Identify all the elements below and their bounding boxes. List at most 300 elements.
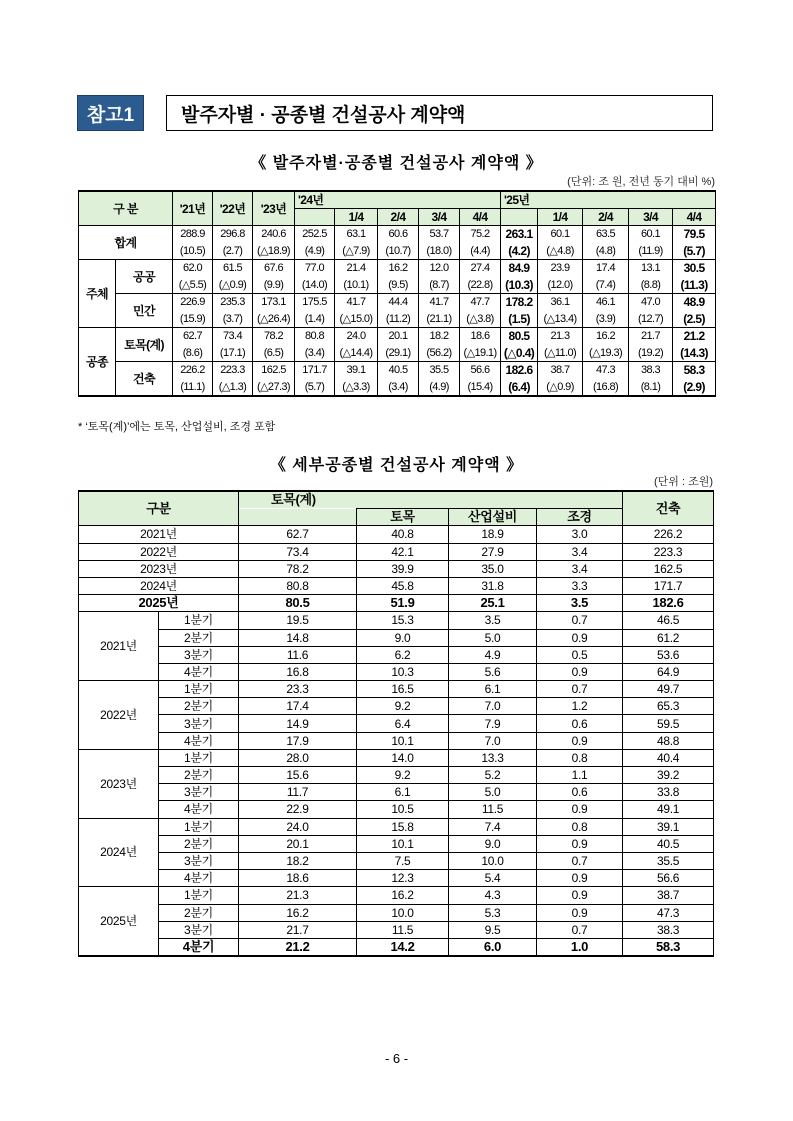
value-cell: 62.7 xyxy=(173,328,213,345)
pct-cell: (3.7) xyxy=(213,310,253,328)
value-cell: 18.6 xyxy=(239,870,357,887)
value-cell: 38.3 xyxy=(623,921,714,938)
value-cell: 182.6 xyxy=(501,362,538,379)
value-cell: 47.3 xyxy=(623,904,714,921)
value-cell: 6.1 xyxy=(357,784,449,801)
row-label-total: 합계 xyxy=(79,226,173,260)
pct-cell: (10.7) xyxy=(378,242,419,260)
value-cell: 0.8 xyxy=(537,749,623,766)
value-cell: 182.6 xyxy=(623,595,714,612)
row-label: 민간 xyxy=(116,294,173,328)
quarter-row xyxy=(79,801,714,818)
quarter-row xyxy=(79,698,714,715)
value-cell: 15.6 xyxy=(239,767,357,784)
year-label: 2025년 xyxy=(79,595,239,612)
value-cell: 62.0 xyxy=(173,260,213,277)
value-cell: 16.2 xyxy=(357,887,449,904)
pct-cell: (4.8) xyxy=(583,242,629,260)
value-cell: 63.1 xyxy=(335,226,378,243)
quarter-label: 1분기 xyxy=(159,612,239,629)
value-cell: 46.1 xyxy=(583,294,629,311)
pct-cell: (△18.9) xyxy=(253,242,295,260)
header-quarter: 1/4 xyxy=(538,209,583,226)
table1-value-row xyxy=(79,294,716,311)
value-cell: 58.3 xyxy=(623,938,714,956)
value-cell: 80.5 xyxy=(501,328,538,345)
value-cell: 17.9 xyxy=(239,732,357,749)
value-cell: 0.5 xyxy=(537,646,623,663)
value-cell: 6.4 xyxy=(357,715,449,732)
pct-cell: (9.9) xyxy=(253,276,295,294)
value-cell: 9.2 xyxy=(357,767,449,784)
value-cell: 63.5 xyxy=(583,226,629,243)
value-cell: 7.0 xyxy=(449,698,537,715)
value-cell: 73.4 xyxy=(213,328,253,345)
value-cell: 6.2 xyxy=(357,646,449,663)
row-label: 토목(계) xyxy=(116,328,173,362)
pct-cell: (5.7) xyxy=(673,242,716,260)
table1-pct-row xyxy=(79,378,716,396)
quarter-row xyxy=(79,835,714,852)
value-cell: 56.6 xyxy=(460,362,501,379)
value-cell: 48.8 xyxy=(623,732,714,749)
header-year: '21년 xyxy=(173,191,213,226)
header-year: '24년 xyxy=(295,191,501,209)
section-title: 발주자별 · 공종별 건설공사 계약액 xyxy=(166,95,713,131)
annual-row xyxy=(79,526,714,543)
table2-header-row xyxy=(79,491,714,509)
value-cell: 11.5 xyxy=(449,801,537,818)
table1-pct-row xyxy=(79,242,716,260)
value-cell: 175.5 xyxy=(295,294,335,311)
value-cell: 35.5 xyxy=(623,852,714,869)
value-cell: 31.8 xyxy=(449,577,537,594)
pct-cell: (2.7) xyxy=(213,242,253,260)
value-cell: 61.5 xyxy=(213,260,253,277)
value-cell: 5.3 xyxy=(449,904,537,921)
quarter-label: 3분기 xyxy=(159,646,239,663)
pct-cell: (△3.3) xyxy=(335,378,378,396)
value-cell: 30.5 xyxy=(673,260,716,277)
pct-cell: (15.4) xyxy=(460,378,501,396)
value-cell: 51.9 xyxy=(357,595,449,612)
value-cell: 0.9 xyxy=(537,732,623,749)
value-cell: 35.0 xyxy=(449,560,537,577)
pct-cell: (△14.4) xyxy=(335,344,378,362)
page-number: - 6 - xyxy=(384,1051,409,1066)
pct-cell: (△11.0) xyxy=(538,344,583,362)
quarter-label: 3분기 xyxy=(159,784,239,801)
value-cell: 60.1 xyxy=(538,226,583,243)
value-cell: 9.5 xyxy=(449,921,537,938)
pct-cell: (19.2) xyxy=(629,344,673,362)
pct-cell: (1.4) xyxy=(295,310,335,328)
pct-cell: (1.5) xyxy=(501,310,538,328)
value-cell: 38.7 xyxy=(538,362,583,379)
value-cell: 28.0 xyxy=(239,749,357,766)
value-cell: 45.8 xyxy=(357,577,449,594)
value-cell: 44.4 xyxy=(378,294,419,311)
table1-caption: 《 발주자별·공종별 건설공사 계약액 》 xyxy=(250,155,543,172)
value-cell: 39.1 xyxy=(335,362,378,379)
value-cell: 3.0 xyxy=(537,526,623,543)
value-cell: 21.7 xyxy=(629,328,673,345)
value-cell: 10.0 xyxy=(357,904,449,921)
value-cell: 0.9 xyxy=(537,629,623,646)
value-cell: 35.5 xyxy=(419,362,460,379)
value-cell: 226.2 xyxy=(623,526,714,543)
value-cell: 18.9 xyxy=(449,526,537,543)
value-cell: 4.9 xyxy=(449,646,537,663)
value-cell: 0.7 xyxy=(537,852,623,869)
pct-cell: (3.9) xyxy=(583,310,629,328)
pct-cell: (12.7) xyxy=(629,310,673,328)
value-cell: 12.0 xyxy=(419,260,460,277)
value-cell: 1.0 xyxy=(537,938,623,956)
value-cell: 223.3 xyxy=(213,362,253,379)
row-label: 건축 xyxy=(116,362,173,397)
value-cell: 23.9 xyxy=(538,260,583,277)
table1-value-row xyxy=(79,260,716,277)
quarter-label: 2분기 xyxy=(159,835,239,852)
pct-cell: (10.1) xyxy=(335,276,378,294)
table1-unit: (단위: 조 원, 전년 동기 대비 %) xyxy=(567,176,715,188)
header-architecture: 건축 xyxy=(623,491,714,526)
pct-cell: (8.7) xyxy=(419,276,460,294)
value-cell: 0.9 xyxy=(537,870,623,887)
value-cell: 9.2 xyxy=(357,698,449,715)
pct-cell: (10.3) xyxy=(501,276,538,294)
value-cell: 60.1 xyxy=(629,226,673,243)
value-cell: 24.0 xyxy=(335,328,378,345)
quarter-label: 4분기 xyxy=(159,938,239,956)
pct-cell: (△0.4) xyxy=(501,344,538,362)
value-cell: 16.5 xyxy=(357,681,449,698)
value-cell: 40.8 xyxy=(357,526,449,543)
value-cell: 36.1 xyxy=(538,294,583,311)
value-cell: 18.2 xyxy=(239,852,357,869)
header-sub: 산업설비 xyxy=(449,509,537,526)
pct-cell: (△15.0) xyxy=(335,310,378,328)
pct-cell: (11.9) xyxy=(629,242,673,260)
value-cell: 38.3 xyxy=(629,362,673,379)
pct-cell: (11.3) xyxy=(673,276,716,294)
quarter-row xyxy=(79,612,714,629)
annual-row xyxy=(79,543,714,560)
table2-unit: (단위 : 조원) xyxy=(654,476,713,488)
quarter-label: 1분기 xyxy=(159,818,239,835)
header-year: '23년 xyxy=(253,191,295,226)
pct-cell: (△5.5) xyxy=(173,276,213,294)
value-cell: 49.7 xyxy=(623,681,714,698)
quarter-row xyxy=(79,646,714,663)
value-cell: 18.2 xyxy=(419,328,460,345)
value-cell: 62.7 xyxy=(239,526,357,543)
pct-cell: (16.8) xyxy=(583,378,629,396)
value-cell: 27.4 xyxy=(460,260,501,277)
value-cell: 20.1 xyxy=(239,835,357,852)
pct-cell: (12.0) xyxy=(538,276,583,294)
value-cell: 14.9 xyxy=(239,715,357,732)
pct-cell: (11.1) xyxy=(173,378,213,396)
pct-cell: (4.9) xyxy=(419,378,460,396)
value-cell: 11.6 xyxy=(239,646,357,663)
quarter-label: 3분기 xyxy=(159,921,239,938)
value-cell: 171.7 xyxy=(295,362,335,379)
value-cell: 0.7 xyxy=(537,681,623,698)
value-cell: 78.2 xyxy=(253,328,295,345)
value-cell: 3.3 xyxy=(537,577,623,594)
value-cell: 7.9 xyxy=(449,715,537,732)
value-cell: 171.7 xyxy=(623,577,714,594)
year-label: 2021년 xyxy=(79,612,159,681)
quarter-row xyxy=(79,870,714,887)
year-label: 2024년 xyxy=(79,577,239,594)
value-cell: 40.4 xyxy=(623,749,714,766)
value-cell: 38.7 xyxy=(623,887,714,904)
value-cell: 21.2 xyxy=(239,938,357,956)
value-cell: 226.2 xyxy=(173,362,213,379)
value-cell: 47.0 xyxy=(629,294,673,311)
quarter-label: 1분기 xyxy=(159,681,239,698)
year-label: 2021년 xyxy=(79,526,239,543)
header-quarter: 2/4 xyxy=(378,209,419,226)
pct-cell: (10.5) xyxy=(173,242,213,260)
quarter-row xyxy=(79,715,714,732)
header-quarter: 3/4 xyxy=(419,209,460,226)
value-cell: 0.7 xyxy=(537,612,623,629)
value-cell: 21.4 xyxy=(335,260,378,277)
quarter-row xyxy=(79,767,714,784)
value-cell: 80.8 xyxy=(295,328,335,345)
pct-cell: (29.1) xyxy=(378,344,419,362)
quarter-label: 2분기 xyxy=(159,629,239,646)
quarter-label: 4분기 xyxy=(159,663,239,680)
header-quarter: 4/4 xyxy=(673,209,716,226)
value-cell: 9.0 xyxy=(449,835,537,852)
pct-cell: (11.2) xyxy=(378,310,419,328)
value-cell: 3.5 xyxy=(449,612,537,629)
value-cell: 39.1 xyxy=(623,818,714,835)
value-cell: 0.9 xyxy=(537,801,623,818)
header-quarter: 1/4 xyxy=(335,209,378,226)
value-cell: 0.6 xyxy=(537,715,623,732)
value-cell: 73.4 xyxy=(239,543,357,560)
header-civil-total: 토목(계) xyxy=(239,491,623,509)
quarter-label: 2분기 xyxy=(159,698,239,715)
contract-by-client-type-table xyxy=(78,190,716,397)
group-label-subject: 주체 xyxy=(79,260,116,328)
value-cell: 10.3 xyxy=(357,663,449,680)
pct-cell: (15.9) xyxy=(173,310,213,328)
quarter-row xyxy=(79,818,714,835)
pct-cell: (△7.9) xyxy=(335,242,378,260)
pct-cell: (4.9) xyxy=(295,242,335,260)
value-cell: 14.8 xyxy=(239,629,357,646)
value-cell: 39.2 xyxy=(623,767,714,784)
pct-cell: (△4.8) xyxy=(538,242,583,260)
value-cell: 84.9 xyxy=(501,260,538,277)
quarter-label: 4분기 xyxy=(159,732,239,749)
header-sub: 토목 xyxy=(357,509,449,526)
value-cell: 40.5 xyxy=(623,835,714,852)
value-cell: 10.5 xyxy=(357,801,449,818)
pct-cell: (56.2) xyxy=(419,344,460,362)
annual-row xyxy=(79,577,714,594)
pct-cell: (△19.1) xyxy=(460,344,501,362)
value-cell: 1.1 xyxy=(537,767,623,784)
value-cell: 64.9 xyxy=(623,663,714,680)
quarter-label: 3분기 xyxy=(159,852,239,869)
value-cell: 20.1 xyxy=(378,328,419,345)
contract-by-work-type-table xyxy=(78,490,714,957)
value-cell: 11.7 xyxy=(239,784,357,801)
value-cell: 3.5 xyxy=(537,595,623,612)
value-cell: 235.3 xyxy=(213,294,253,311)
value-cell: 3.4 xyxy=(537,543,623,560)
pct-cell: (7.4) xyxy=(583,276,629,294)
value-cell: 252.5 xyxy=(295,226,335,243)
year-label: 2025년 xyxy=(79,887,159,956)
quarter-row xyxy=(79,784,714,801)
pct-cell: (△26.4) xyxy=(253,310,295,328)
value-cell: 13.1 xyxy=(629,260,673,277)
value-cell: 296.8 xyxy=(213,226,253,243)
value-cell: 240.6 xyxy=(253,226,295,243)
table1-pct-row xyxy=(79,276,716,294)
value-cell: 223.3 xyxy=(623,543,714,560)
value-cell: 5.2 xyxy=(449,767,537,784)
quarter-row xyxy=(79,681,714,698)
value-cell: 61.2 xyxy=(623,629,714,646)
year-label: 2024년 xyxy=(79,818,159,887)
section-header xyxy=(77,95,713,131)
table1-header-row xyxy=(79,191,716,209)
year-label: 2022년 xyxy=(79,543,239,560)
value-cell: 7.4 xyxy=(449,818,537,835)
pct-cell: (14.3) xyxy=(673,344,716,362)
quarter-row xyxy=(79,663,714,680)
value-cell: 1.2 xyxy=(537,698,623,715)
value-cell: 67.6 xyxy=(253,260,295,277)
value-cell: 41.7 xyxy=(335,294,378,311)
value-cell: 42.1 xyxy=(357,543,449,560)
pct-cell: (6.5) xyxy=(253,344,295,362)
value-cell: 16.8 xyxy=(239,663,357,680)
quarter-label: 2분기 xyxy=(159,904,239,921)
quarter-row xyxy=(79,749,714,766)
quarter-label: 1분기 xyxy=(159,749,239,766)
value-cell: 10.1 xyxy=(357,732,449,749)
value-cell: 80.5 xyxy=(239,595,357,612)
quarter-label: 4분기 xyxy=(159,870,239,887)
value-cell: 13.3 xyxy=(449,749,537,766)
value-cell: 7.0 xyxy=(449,732,537,749)
value-cell: 3.4 xyxy=(537,560,623,577)
value-cell: 162.5 xyxy=(253,362,295,379)
row-label: 공공 xyxy=(116,260,173,294)
value-cell: 48.9 xyxy=(673,294,716,311)
pct-cell: (3.4) xyxy=(378,378,419,396)
value-cell: 25.1 xyxy=(449,595,537,612)
value-cell: 5.0 xyxy=(449,784,537,801)
quarter-row xyxy=(79,852,714,869)
pct-cell: (2.9) xyxy=(673,378,716,396)
value-cell: 56.6 xyxy=(623,870,714,887)
year-label: 2023년 xyxy=(79,749,159,818)
table1-value-row xyxy=(79,328,716,345)
quarter-row xyxy=(79,904,714,921)
value-cell: 0.7 xyxy=(537,921,623,938)
table1-pct-row xyxy=(79,310,716,328)
header-quarter: 3/4 xyxy=(629,209,673,226)
quarter-row xyxy=(79,887,714,904)
value-cell: 40.5 xyxy=(378,362,419,379)
value-cell: 39.9 xyxy=(357,560,449,577)
year-label: 2022년 xyxy=(79,681,159,750)
value-cell: 24.0 xyxy=(239,818,357,835)
value-cell: 58.3 xyxy=(673,362,716,379)
header-year-total xyxy=(501,209,538,226)
header-quarter: 2/4 xyxy=(583,209,629,226)
value-cell: 77.0 xyxy=(295,260,335,277)
group-label-type: 공종 xyxy=(79,328,116,397)
pct-cell: (△13.4) xyxy=(538,310,583,328)
value-cell: 0.9 xyxy=(537,887,623,904)
value-cell: 14.2 xyxy=(357,938,449,956)
pct-cell: (21.1) xyxy=(419,310,460,328)
pct-cell: (4.4) xyxy=(460,242,501,260)
value-cell: 79.5 xyxy=(673,226,716,243)
value-cell: 0.9 xyxy=(537,904,623,921)
value-cell: 21.3 xyxy=(538,328,583,345)
value-cell: 47.7 xyxy=(460,294,501,311)
pct-cell: (△3.8) xyxy=(460,310,501,328)
value-cell: 263.1 xyxy=(501,226,538,243)
pct-cell: (18.0) xyxy=(419,242,460,260)
pct-cell: (3.4) xyxy=(295,344,335,362)
value-cell: 53.7 xyxy=(419,226,460,243)
quarter-row xyxy=(79,629,714,646)
header-year: '25년 xyxy=(501,191,716,209)
pct-cell: (9.5) xyxy=(378,276,419,294)
value-cell: 41.7 xyxy=(419,294,460,311)
quarter-label: 4분기 xyxy=(159,801,239,818)
value-cell: 6.0 xyxy=(449,938,537,956)
value-cell: 78.2 xyxy=(239,560,357,577)
value-cell: 173.1 xyxy=(253,294,295,311)
annual-row xyxy=(79,560,714,577)
value-cell: 0.8 xyxy=(537,818,623,835)
pct-cell: (△0.9) xyxy=(538,378,583,396)
header-year-total xyxy=(295,209,335,226)
value-cell: 12.3 xyxy=(357,870,449,887)
value-cell: 46.5 xyxy=(623,612,714,629)
pct-cell: (14.0) xyxy=(295,276,335,294)
pct-cell: (17.1) xyxy=(213,344,253,362)
value-cell: 0.6 xyxy=(537,784,623,801)
value-cell: 17.4 xyxy=(583,260,629,277)
value-cell: 23.3 xyxy=(239,681,357,698)
value-cell: 49.1 xyxy=(623,801,714,818)
value-cell: 162.5 xyxy=(623,560,714,577)
value-cell: 21.3 xyxy=(239,887,357,904)
value-cell: 7.5 xyxy=(357,852,449,869)
pct-cell: (△0.9) xyxy=(213,276,253,294)
header-gubun: 구 분 xyxy=(79,191,173,226)
value-cell: 21.2 xyxy=(673,328,716,345)
value-cell: 53.6 xyxy=(623,646,714,663)
